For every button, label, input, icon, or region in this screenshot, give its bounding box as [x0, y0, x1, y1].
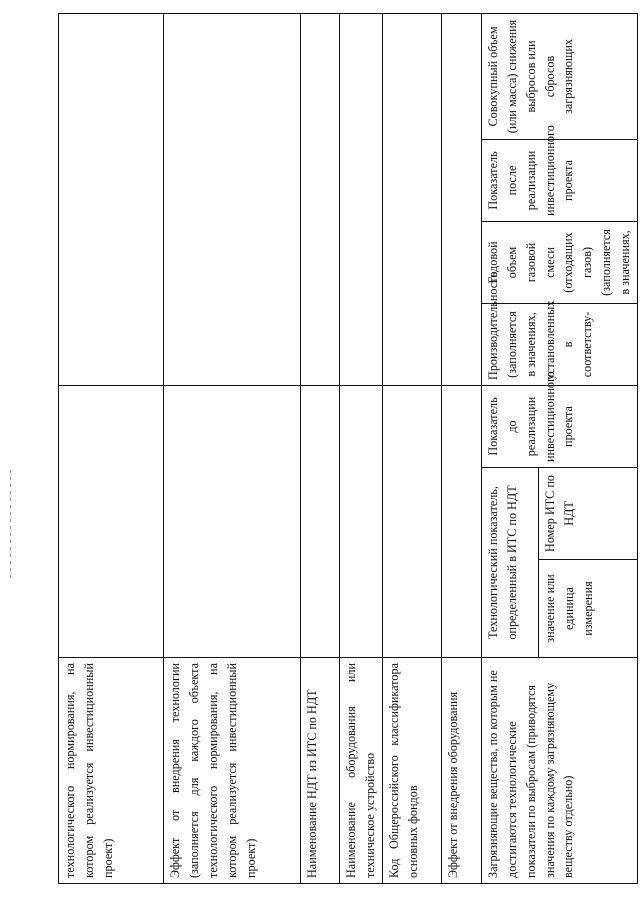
value-cell[interactable] — [382, 385, 441, 657]
row-label: Наименование оборудования или техническое устройство — [340, 658, 383, 884]
table-row — [59, 13, 164, 883]
table-row — [301, 13, 340, 883]
table-row — [481, 13, 539, 883]
row-label: Эффект от внедрения технологии (заполняется для каждого объекта технологического нормирования, на котором реализуется инвестиционный проект) — [164, 658, 301, 884]
row-label: Наименование НДТ из ИТС по НДТ — [301, 658, 340, 884]
tech-indicator-header: Технологический показатель, определенный в ИТС по НДТ — [481, 468, 539, 658]
value-cell[interactable] — [301, 385, 340, 657]
investment-project-table — [58, 13, 638, 884]
tech-value-header: значение или единица измерения — [539, 560, 638, 658]
total-header: Совокупный объем (или масса) снижения выбросов или сбросов загрязняющих — [481, 13, 637, 139]
row-label: Код Общероссийского классификатора основных фондов — [382, 658, 441, 884]
pollutants-label: Загрязняющие вещества, по которым не достигаются технологические показатели по выбросам (приводятся значения по каждому загрязняющему веществу отдельно) — [481, 658, 637, 884]
before-header: Показатель до реализации инвестиционного проекта — [481, 385, 637, 467]
value-cell[interactable] — [59, 385, 164, 657]
table-row — [340, 13, 383, 883]
table-row — [441, 13, 481, 883]
value-cell[interactable] — [59, 13, 164, 385]
row-label: технологического нормирования, на котором реализуется инвестиционный проект) — [59, 658, 164, 884]
value-cell[interactable] — [164, 13, 301, 385]
row-label: Эффект от внедрения оборудования — [441, 658, 481, 884]
gas-volume-header: Годовой объем газовой смеси (отходящих газов) (заполняется в значениях, — [481, 221, 637, 303]
form-sheet — [58, 14, 633, 884]
table-row — [382, 13, 441, 883]
value-cell[interactable] — [441, 13, 481, 385]
tech-number-header: Номер ИТС по НДТ — [539, 468, 638, 560]
rotated-form-table — [58, 14, 633, 884]
value-cell[interactable] — [301, 13, 340, 385]
value-cell[interactable] — [164, 385, 301, 657]
capacity-header: Производительность (заполняется в значениях, установленных в соответству- — [481, 303, 637, 385]
scan-artifact — [10, 470, 11, 580]
table-row — [164, 13, 301, 883]
value-cell[interactable] — [340, 385, 383, 657]
value-cell[interactable] — [441, 385, 481, 657]
value-cell[interactable] — [340, 13, 383, 385]
value-cell[interactable] — [382, 13, 441, 385]
after-header: Показатель после реализации инвестиционного проекта — [481, 139, 637, 221]
